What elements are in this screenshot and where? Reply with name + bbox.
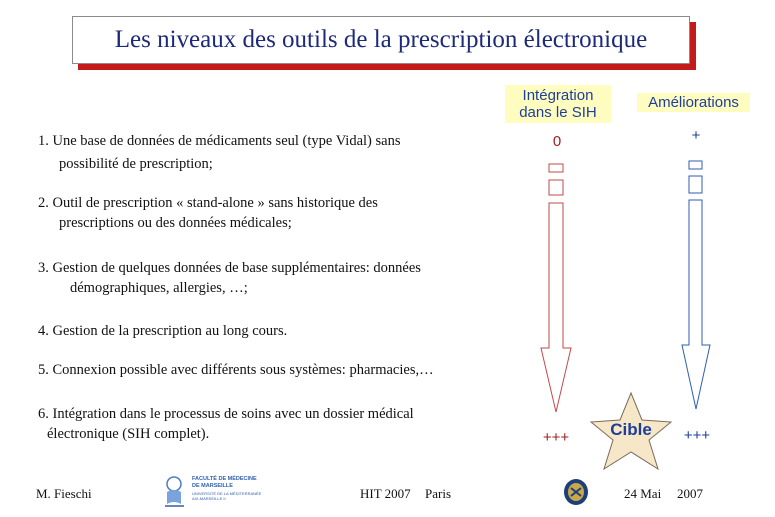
footer-year: 2007: [677, 486, 703, 501]
footer-date: 24 Mai: [624, 486, 662, 501]
faculty-name-line2: DE MARSEILLE: [192, 483, 233, 489]
right-arrow-head: [682, 200, 710, 409]
list-item-6-line1: 6. Intégration dans le processus de soins avec un dossier médical: [38, 406, 414, 422]
list-item-6-line2: électronique (SIH complet).: [47, 426, 210, 442]
list-item-3-line2: démographiques, allergies, …;: [70, 280, 248, 296]
faculty-logo: [162, 474, 272, 510]
left-arrow-dash-1: [549, 164, 563, 172]
university-name-line2: AIX-MARSEILLE II: [192, 496, 226, 501]
list-item-3-line1: 3. Gestion de quelques données de base supplémentaires: données: [38, 260, 421, 276]
footer-city: Paris: [425, 486, 451, 501]
right-arrow: [682, 161, 710, 409]
header-integration-line1: Intégration: [522, 87, 594, 104]
list-item-2-line2: prescriptions ou des données médicales;: [59, 215, 292, 231]
conference-emblem-icon: [563, 478, 589, 506]
faculty-name-line1: FACULTÉ DE MÉDECINE: [192, 476, 257, 482]
left-arrow-head: [541, 203, 571, 412]
target-label: Cible: [610, 420, 652, 439]
faculty-name: [192, 476, 272, 490]
footer-event: HIT 2007: [360, 486, 411, 501]
right-scale-top: +: [691, 127, 701, 144]
university-name: [192, 491, 272, 501]
left-arrow: [541, 164, 571, 412]
list-item-4-line1: 4. Gestion de la prescription au long cours.: [38, 323, 288, 339]
left-scale-top: 0: [552, 133, 562, 150]
list-item-1-line1: 1. Une base de données de médicaments seul (type Vidal) sans: [38, 133, 401, 149]
list-item-1-line2: possibilité de prescription;: [59, 156, 213, 172]
faculty-emblem-icon: [162, 474, 190, 510]
university-name-line1: UNIVERSITÉ DE LA MÉDITERRANÉE: [192, 491, 262, 496]
header-ameliorations: Améliorations: [637, 93, 750, 112]
left-scale-bottom: +++: [542, 429, 570, 446]
header-integration-line2: dans le SIH: [519, 104, 597, 121]
list-item-2-line1: 2. Outil de prescription « stand-alone » sans historique des: [38, 195, 378, 211]
right-arrow-dash-1: [689, 161, 702, 169]
left-arrow-dash-2: [549, 180, 563, 195]
right-scale-bottom: +++: [683, 427, 711, 444]
right-arrow-dash-2: [689, 176, 702, 193]
slide-title: Les niveaux des outils de la prescription électronique: [114, 26, 648, 53]
footer-author: M. Fieschi: [36, 486, 92, 501]
list-item-5-line1: 5. Connexion possible avec différents sous systèmes: pharmacies,…: [38, 362, 434, 378]
